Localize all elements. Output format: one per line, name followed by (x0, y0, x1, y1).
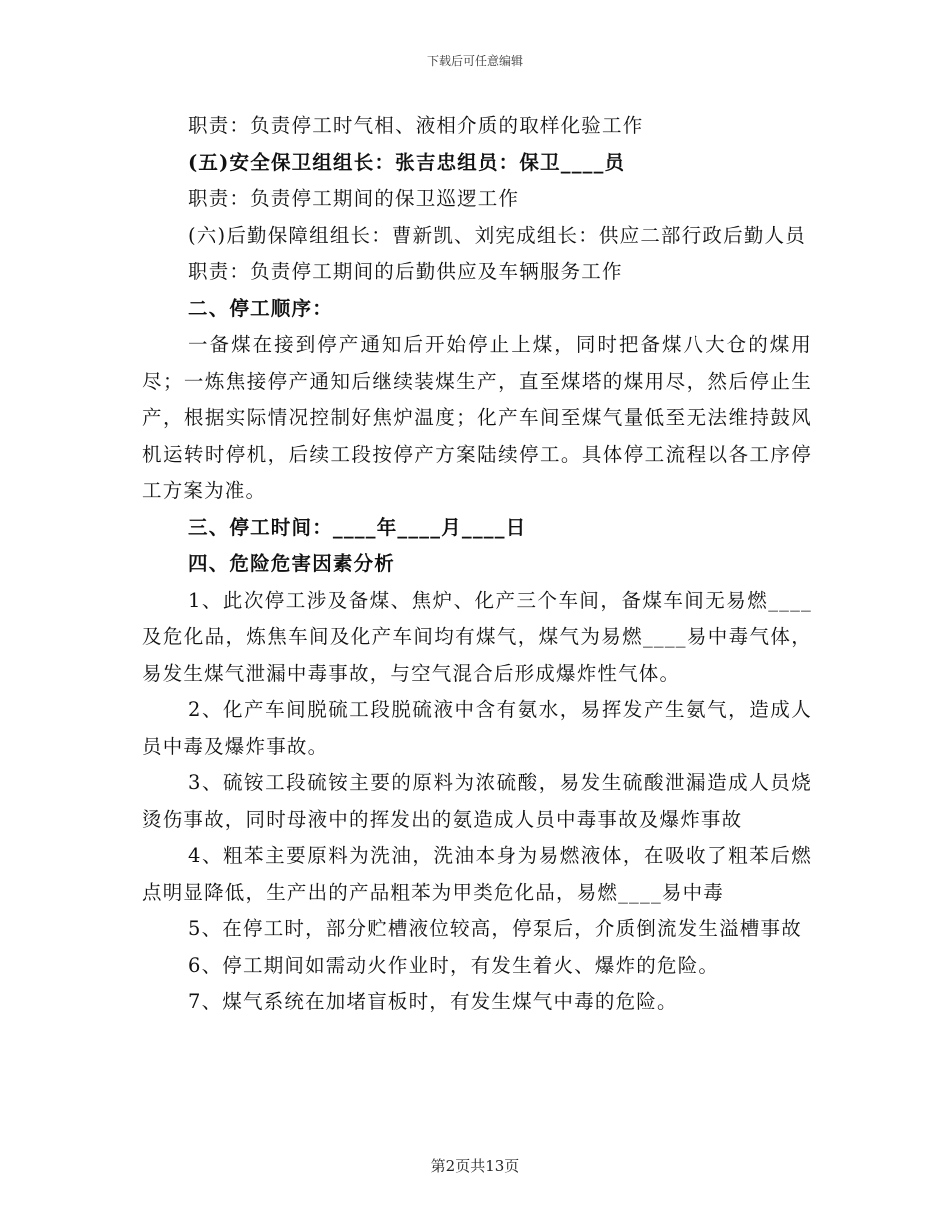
paragraph-hazard-2: 2、化产车间脱硫工段脱硫液中含有氨水，易挥发产生氨气，造成人员中毒及爆炸事故。 (142, 698, 812, 758)
document-body (142, 108, 812, 1021)
paragraph-hazard-4: 4、粗苯主要原料为洗油，洗油本身为易燃液体，在吸收了粗苯后燃点明显降低，生产出的产品粗苯为甲类危化品，易燃____易中毒 (142, 844, 812, 904)
heading-security-group: (五)安全保卫组组长：张吉忠组员：保卫____员 (188, 150, 626, 174)
page-footer: 第2页共13页 (430, 1157, 520, 1175)
paragraph-duty-logistics: 职责：负责停工期间的后勤供应及车辆服务工作 (188, 260, 623, 283)
paragraph-hazard-5: 5、在停工时，部分贮槽液位较高，停泵后，介质倒流发生溢槽事故 (188, 917, 802, 940)
paragraph-logistics-group: (六)后勤保障组组长：曹新凯、刘宪成组长：供应二部行政后勤人员 (188, 223, 806, 247)
paragraph-shutdown-sequence: 一备煤在接到停产通知后开始停止上煤，同时把备煤八大仓的煤用尽；一炼焦接停产通知后继续装煤生产，直至煤塔的煤用尽，然后停止生产，根据实际情况控制好焦炉温度；化产车间至煤气量低至无法维持鼓风机运转时停机，后续工段按停产方案陆续停工。具体停工流程以各工序停工方案为准。 (142, 333, 812, 502)
paragraph-duty-sampling: 职责：负责停工时气相、液相介质的取样化验工作 (188, 114, 644, 137)
heading-hazard-analysis: 四、危险危害因素分析 (188, 552, 396, 575)
paragraph-hazard-1: 1、此次停工涉及备煤、焦炉、化产三个车间，备煤车间无易燃____及危化品，炼焦车间及化产车间均有煤气，煤气为易燃____易中毒气体，易发生煤气泄漏中毒事故，与空气混合后形成爆炸性气体。 (142, 588, 812, 685)
paragraph-hazard-6: 6、停工期间如需动火作业时，有发生着火、爆炸的危险。 (188, 953, 720, 977)
heading-shutdown-sequence: 二、停工顺序： (188, 296, 333, 320)
paragraph-hazard-7: 7、煤气系统在加堵盲板时，有发生煤气中毒的危险。 (188, 990, 678, 1013)
page-header: 下载后可任意编辑 (426, 54, 523, 68)
heading-shutdown-time: 三、停工时间：____年____月____日 (188, 515, 527, 539)
paragraph-hazard-3: 3、硫铵工段硫铵主要的原料为浓硫酸，易发生硫酸泄漏造成人员烧烫伤事故，同时母液中的挥发出的氨造成人员中毒事故及爆炸事故 (142, 771, 812, 831)
paragraph-duty-patrol: 职责：负责停工期间的保卫巡逻工作 (188, 187, 520, 210)
